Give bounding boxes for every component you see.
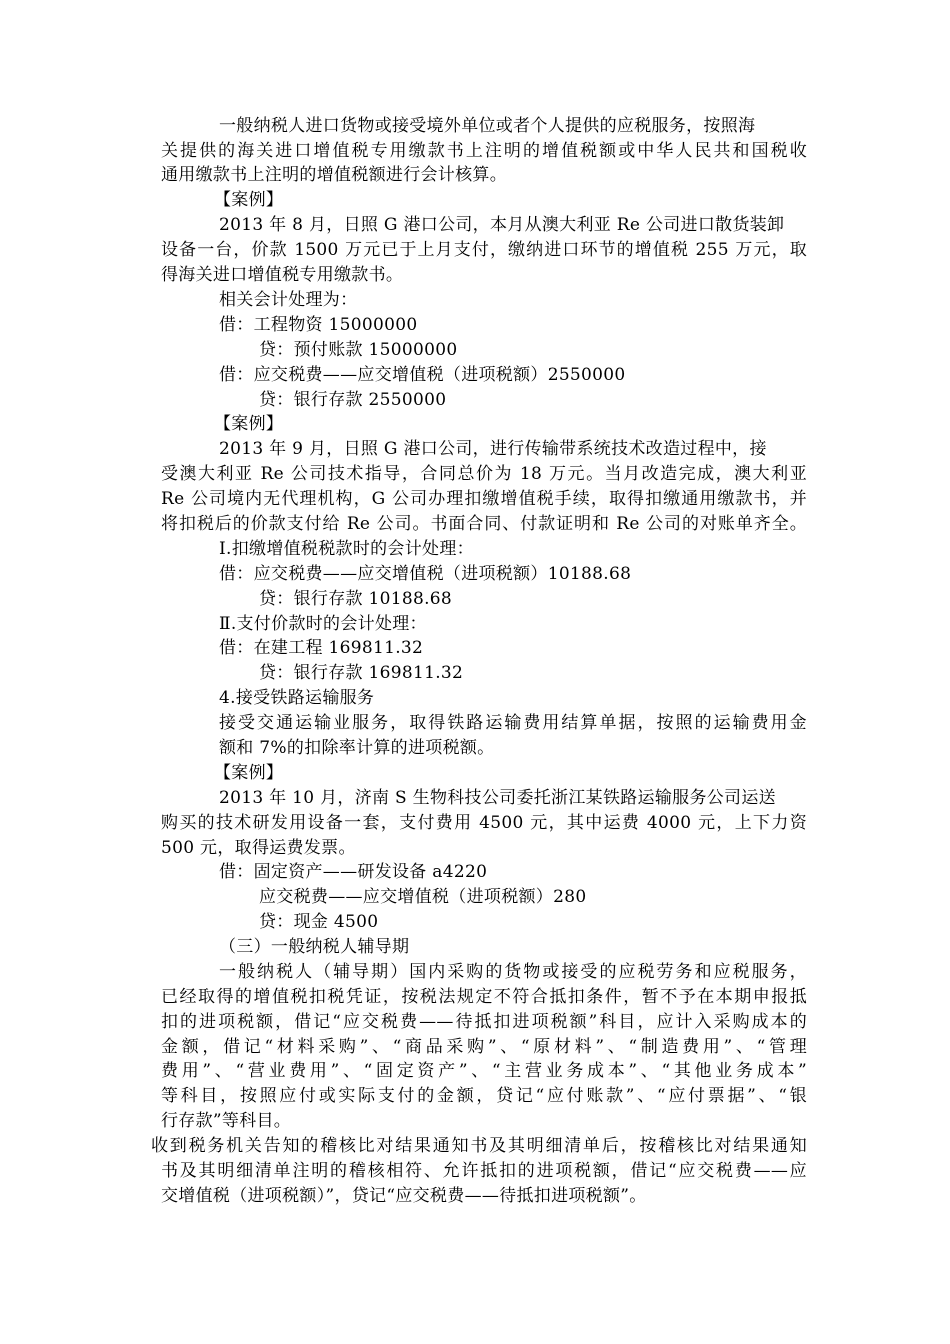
- text-line: 扣的进项税额，借记“应交税费——待抵扣进项税额”科目，应计入采购成本的: [161, 1012, 807, 1032]
- journal-entry: 贷：预付账款 15000000: [259, 340, 458, 360]
- journal-entry: 借：应交税费——应交增值税（进项税额）10188.68: [219, 564, 632, 584]
- text-line: 500 元，取得运费发票。: [161, 838, 356, 858]
- text-line: 额和 7%的扣除率计算的进项税额。: [219, 738, 495, 758]
- text-line: 收到税务机关告知的稽核比对结果通知书及其明细清单后，按稽核比对结果通知: [151, 1136, 807, 1156]
- journal-entry: 借：工程物资 15000000: [219, 315, 418, 335]
- text-line: 得海关进口增值税专用缴款书。: [161, 265, 404, 285]
- text-line: 受澳大利亚 Re 公司技术指导，合同总价为 18 万元。当月改造完成，澳大利亚: [161, 464, 807, 484]
- text-line: 已经取得的增值税扣税凭证，按税法规定不符合抵扣条件，暂不予在本期申报抵: [161, 987, 807, 1007]
- journal-entry: 贷：银行存款 2550000: [259, 390, 447, 410]
- text-line: 购买的技术研发用设备一套，支付费用 4500 元，其中运费 4000 元，上下力资: [161, 813, 807, 833]
- journal-entry: 贷：银行存款 169811.32: [259, 663, 464, 683]
- text-line: Re 公司境内无代理机构，G 公司办理扣缴增值税手续，取得扣缴通用缴款书，并: [161, 489, 807, 509]
- text-line: 书及其明细清单注明的稽核相符、允许抵扣的进项税额，借记“应交税费——应: [161, 1161, 807, 1181]
- text-line: 相关会计处理为：: [219, 290, 358, 310]
- text-line: Ⅰ.扣缴增值税税款时的会计处理：: [219, 539, 474, 559]
- text-line: 费用”、“营业费用”、“固定资产”、“主营业务成本”、“其他业务成本”: [161, 1061, 807, 1081]
- text-line: 2013 年 10 月，济南 S 生物科技公司委托浙江某铁路运输服务公司运送: [219, 788, 776, 808]
- text-line: 金额，借记“材料采购”、“商品采购”、“原材料”、“制造费用”、“管理: [161, 1037, 807, 1057]
- text-line: 2013 年 8 月，日照 G 港口公司，本月从澳大利亚 Re 公司进口散货装卸: [219, 215, 785, 235]
- text-line: 关提供的海关进口增值税专用缴款书上注明的增值税额或中华人民共和国税收: [161, 141, 807, 161]
- text-line: 交增值税（进项税额）”，贷记“应交税费——待抵扣进项税额”。: [161, 1186, 647, 1206]
- journal-entry: 贷：银行存款 10188.68: [259, 589, 453, 609]
- case-heading: 【案例】: [214, 190, 284, 210]
- text-line: 将扣税后的价款支付给 Re 公司。书面合同、付款证明和 Re 公司的对账单齐全。: [161, 514, 807, 534]
- journal-entry: 应交税费——应交增值税（进项税额）280: [259, 887, 587, 907]
- journal-entry: 贷：现金 4500: [259, 912, 379, 932]
- text-line: 接受交通运输业服务，取得铁路运输费用结算单据，按照的运输费用金: [219, 713, 807, 733]
- section-heading: （三）一般纳税人辅导期: [219, 937, 410, 957]
- text-line: 通用缴款书上注明的增值税额进行会计核算。: [161, 165, 507, 185]
- text-line: 等科目，按照应付或实际支付的金额，贷记“应付账款”、“应付票据”、“银: [161, 1086, 807, 1106]
- text-line: Ⅱ.支付价款时的会计处理：: [219, 614, 427, 634]
- text-line: 一般纳税人进口货物或接受境外单位或者个人提供的应税服务，按照海: [219, 116, 756, 136]
- journal-entry: 借：固定资产——研发设备 a4220: [219, 862, 488, 882]
- section-heading: 4.接受铁路运输服务: [219, 688, 375, 708]
- journal-entry: 借：在建工程 169811.32: [219, 638, 424, 658]
- case-heading: 【案例】: [214, 414, 284, 434]
- case-heading: 【案例】: [214, 763, 284, 783]
- text-line: 2013 年 9 月，日照 G 港口公司，进行传输带系统技术改造过程中，接: [219, 439, 767, 459]
- text-line: 设备一台，价款 1500 万元已于上月支付，缴纳进口环节的增值税 255 万元，取: [161, 240, 807, 260]
- journal-entry: 借：应交税费——应交增值税（进项税额）2550000: [219, 365, 626, 385]
- text-line: 行存款”等科目。: [161, 1111, 292, 1131]
- text-line: 一般纳税人（辅导期）国内采购的货物或接受的应税劳务和应税服务，: [219, 962, 807, 982]
